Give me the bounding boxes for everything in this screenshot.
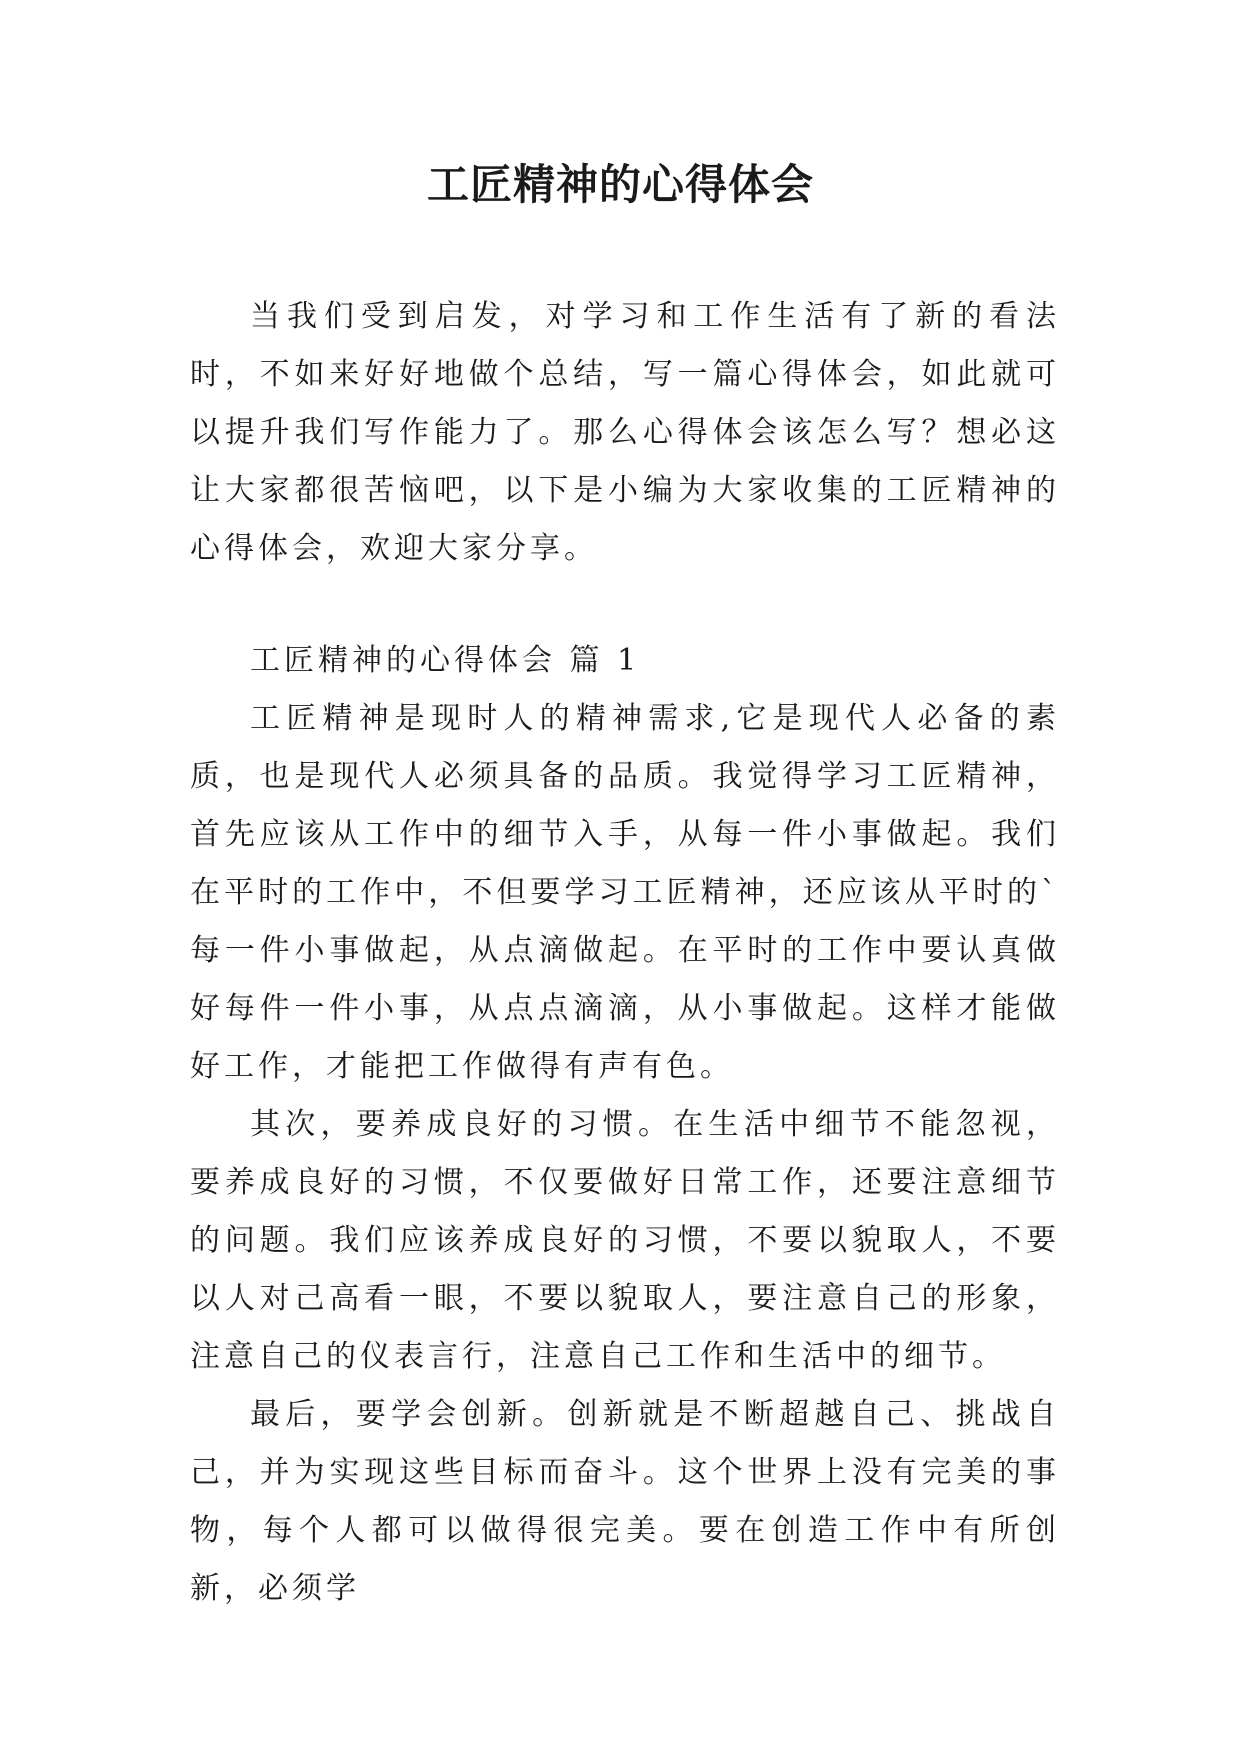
page-title: 工匠精神的心得体会 — [426, 160, 814, 209]
article-section — [190, 632, 1060, 1618]
intro-paragraph: 当我们受到启发，对学习和工作生活有了新的看法时，不如来好好地做个总结，写一篇心得体会，如此就可以提升我们写作能力了。那么心得体会该怎么写？想必这让大家都很苦恼吧，以下是小编为大家收集的工匠精神的心得体会，欢迎大家分享。 — [190, 299, 1060, 566]
body-paragraph: 最后，要学会创新。创新就是不断超越自己、挑战自己，并为实现这些目标而奋斗。这个世界上没有完美的事物，每个人都可以做得很完美。要在创造工作中有所创新，必须学 — [190, 1397, 1060, 1606]
body-paragraph: 其次，要养成良好的习惯。在生活中细节不能忽视，要养成良好的习惯，不仅要做好日常工作，还要注意细节的问题。我们应该养成良好的习惯，不要以貌取人，不要以人对己高看一眼，不要以貌取人，要注意自己的形象，注意自己的仪表言行，注意自己工作和生活中的细节。 — [190, 1107, 1060, 1374]
section-heading: 工匠精神的心得体会 篇 1 — [250, 643, 641, 678]
intro-section — [190, 288, 1060, 578]
body-paragraph: 工匠精神是现时人的精神需求,它是现代人必备的素质，也是现代人必须具备的品质。我觉得学习工匠精神，首先应该从工作中的细节入手，从每一件小事做起。我们在平时的工作中，不但要学习工匠精神，还应该从平时的`每一件小事做起，从点滴做起。在平时的工作中要认真做好每件一件小事，从点点滴滴，从小事做起。这样才能做好工作，才能把工作做得有声有色。 — [190, 701, 1060, 1084]
